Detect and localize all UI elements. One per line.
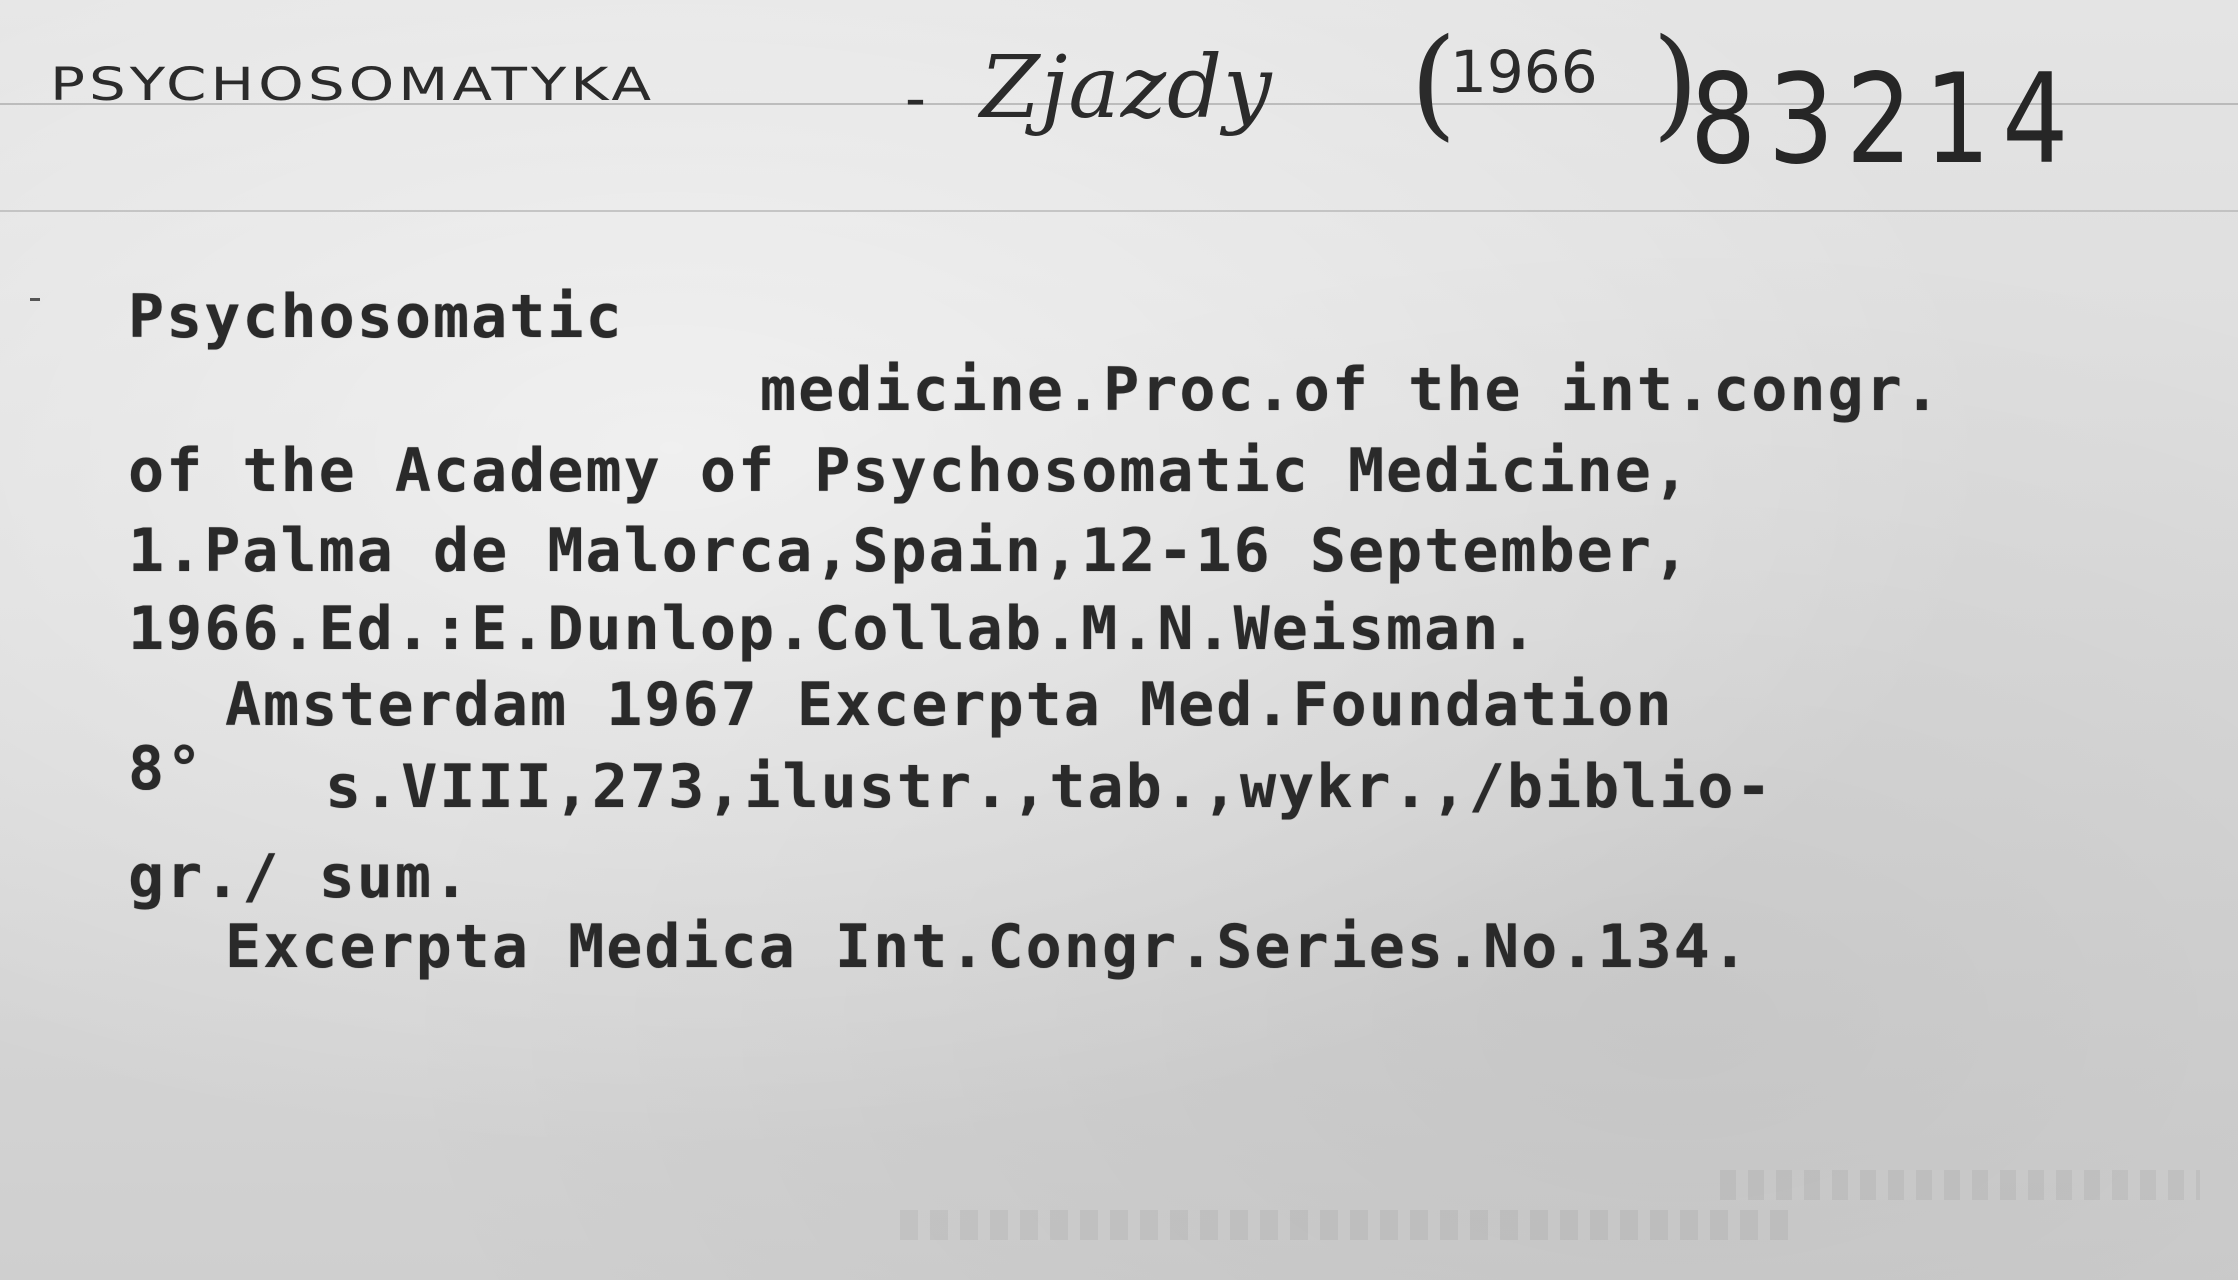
heading-separator: - (905, 64, 926, 132)
body-line-4: 1.Palma de Malorca,Spain,12-16 September, (128, 516, 1692, 586)
bleed-through-texture (900, 1210, 1800, 1240)
format-size: 8° (128, 734, 205, 804)
body-line-5: 1966.Ed.:E.Dunlop.Collab.M.N.Weisman. (128, 594, 1539, 664)
call-number: 83214 (1690, 48, 2081, 192)
bleed-through-texture (1720, 1170, 2200, 1200)
handwritten-heading (50, 14, 1699, 153)
body-line-8: gr./ sum. (128, 842, 472, 912)
body-line-7: s.VIII,273,ilustr.,tab.,wykr.,/biblio- (325, 752, 1774, 822)
heading-paren-close: ) (1652, 14, 1699, 153)
heading-year: 1966 (1450, 38, 1598, 106)
heading-paren-open: ( (1410, 14, 1457, 153)
heading-subject: PSYCHOSOMATYKA (50, 58, 656, 112)
second-ruled-line (0, 210, 2238, 212)
heading-subdivision: Zjazdy (980, 38, 1273, 138)
body-line-6: Amsterdam 1967 Excerpta Med.Foundation (225, 670, 1674, 740)
body-line-3: of the Academy of Psychosomatic Medicine, (128, 436, 1692, 506)
body-line-2: medicine.Proc.of the int.congr. (760, 355, 1942, 425)
series-line: Excerpta Medica Int.Congr.Series.No.134. (225, 912, 1750, 982)
body-line-1: Psychosomatic (128, 282, 624, 352)
margin-mark (30, 298, 40, 301)
